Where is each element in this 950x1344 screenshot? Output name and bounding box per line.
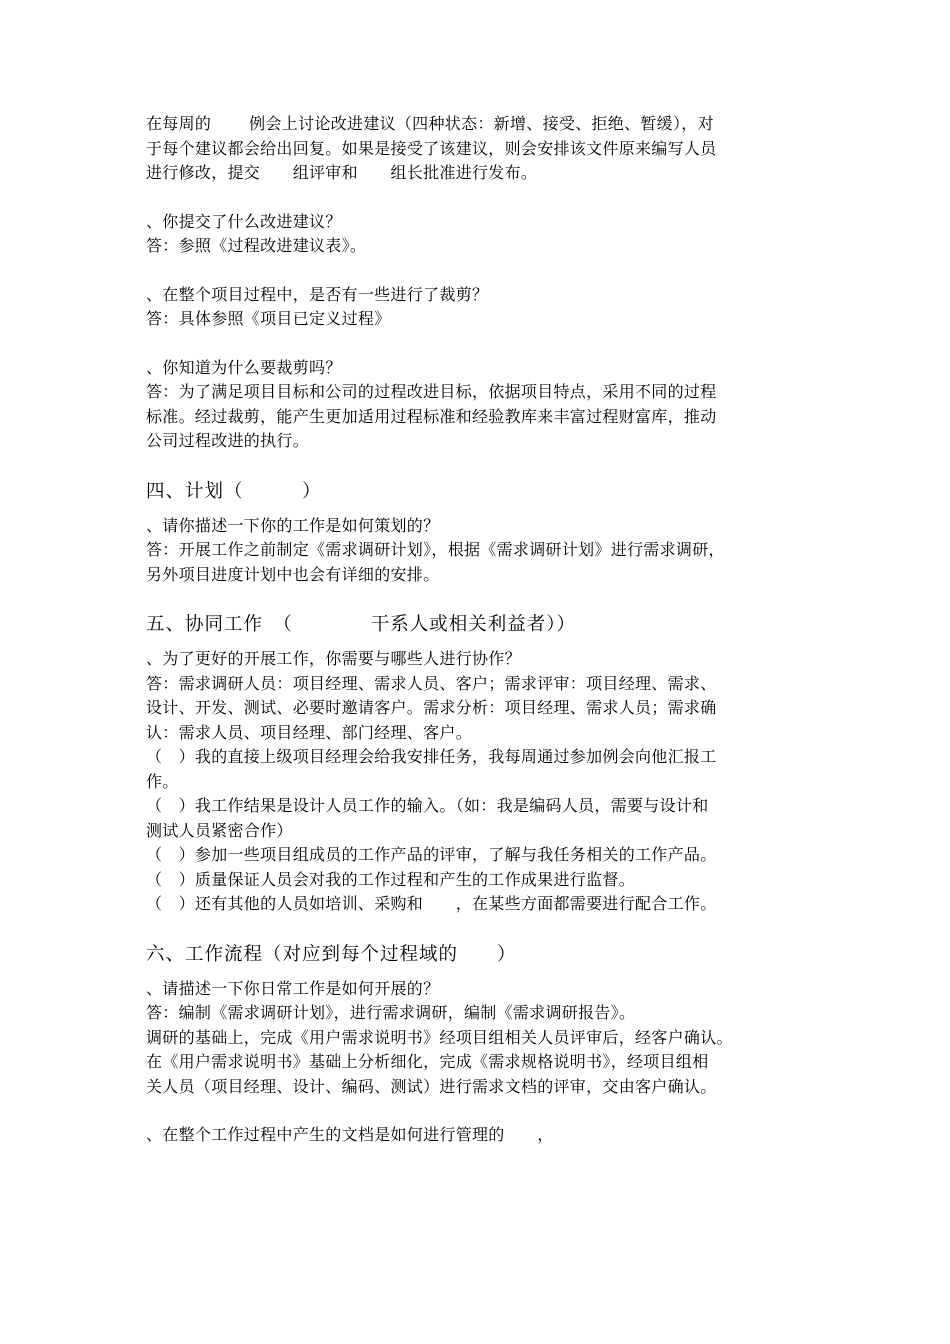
answer-line: （ ）我的直接上级项目经理会给我安排任务，我每周通过参加例会向他汇报工	[146, 747, 717, 766]
qa-daily-workflow	[146, 977, 816, 1100]
answer-line: 标准。经过裁剪，能产生更加适用过程标准和经验教库来丰富过程财富库，推动	[146, 406, 717, 426]
qa-improvement-suggestion	[146, 210, 816, 259]
qa-collaboration	[146, 647, 816, 917]
answer-line: 设计、开发、测试、必要时邀请客户。需求分析：项目经理、需求人员；需求确	[146, 698, 717, 717]
qa-why-tailoring	[146, 356, 816, 454]
answer-line: 在《用户需求说明书》基础上分析细化，完成《需求规格说明书》，经项目组相	[146, 1052, 709, 1071]
answer-line: 答：具体参照《项目已定义过程》	[146, 309, 391, 328]
answer-line: 答：需求调研人员：项目经理、需求人员、客户；需求评审：项目经理、需求、	[146, 673, 717, 693]
answer-line: 公司过程改进的执行。	[146, 431, 310, 450]
answer-line: （ ）我工作结果是设计人员工作的输入。（如：我是编码人员，需要与设计和	[146, 796, 709, 815]
section-heading-workflow: 六、工作流程（对应到每个过程域的 ）	[146, 943, 517, 965]
question-line: 、你知道为什么要裁剪吗？	[146, 357, 342, 377]
question-line: 、你提交了什么改进建议？	[146, 211, 342, 231]
answer-line: 调研的基础上，完成《用户需求说明书》经项目组相关人员评审后，经客户确认。	[146, 1027, 733, 1047]
answer-line: 答：开展工作之前制定《需求调研计划》，根据《需求调研计划》进行需求调研，	[146, 540, 725, 559]
answer-line: 认：需求人员、项目经理、部门经理、客户。	[146, 722, 473, 742]
answer-line: 答：参照《过程改进建议表》。	[146, 236, 367, 255]
question-line: 、在整个项目过程中，是否有一些进行了裁剪？	[146, 284, 489, 304]
qa-work-planning	[146, 514, 816, 588]
answer-line: 答：为了满足项目目标和公司的过程改进目标，依据项目特点，采用不同的过程	[146, 382, 717, 401]
qa-tailoring	[146, 283, 816, 332]
answer-line: 另外项目进度计划中也会有详细的安排。	[146, 564, 440, 584]
text-line: 进行修改，提交 组评审和 组长批准进行发布。	[146, 163, 538, 182]
document-page	[146, 112, 816, 1148]
qa-document-management	[146, 1123, 816, 1148]
section-heading-plan: 四、计划（ ）	[146, 480, 322, 502]
answer-line: （ ）质量保证人员会对我的工作过程和产生的工作成果进行监督。	[146, 869, 636, 889]
answer-line: 关人员（项目经理、设计、编码、测试）进行需求文档的评审，交由客户确认。	[146, 1076, 717, 1096]
text-line: 在每周的 例会上讨论改进建议（四种状态：新增、接受、拒绝、暂缓），对	[146, 114, 714, 133]
answer-line: 作。	[146, 771, 179, 791]
answer-line: 答：编制《需求调研计划》，进行需求调研，编制《需求调研报告》。	[146, 1003, 636, 1022]
question-line: 、请你描述一下你的工作是如何策划的？	[146, 515, 440, 535]
answer-line: 测试人员紧密合作）	[146, 820, 293, 840]
section-heading-collaboration: 五、协同工作 （ 干系人或相关利益者））	[146, 614, 577, 635]
question-line: 、请描述一下你日常工作是如何开展的？	[146, 978, 440, 998]
question-line: 、为了更好的开展工作，你需要与哪些人进行协作？	[146, 649, 521, 668]
answer-line: （ ）还有其他的人员如培训、采购和 ，在某些方面都需要进行配合工作。	[146, 894, 717, 913]
text-line: 于每个建议都会给出回复。如果是接受了该建议，则会安排该文件原来编写人员	[146, 138, 717, 158]
paragraph-improvement-review	[146, 112, 816, 186]
answer-line: （ ）参加一些项目组成员的工作产品的评审，了解与我任务相关的工作产品。	[146, 845, 717, 864]
question-line: 、在整个工作过程中产生的文档是如何进行管理的 ，	[146, 1125, 554, 1144]
